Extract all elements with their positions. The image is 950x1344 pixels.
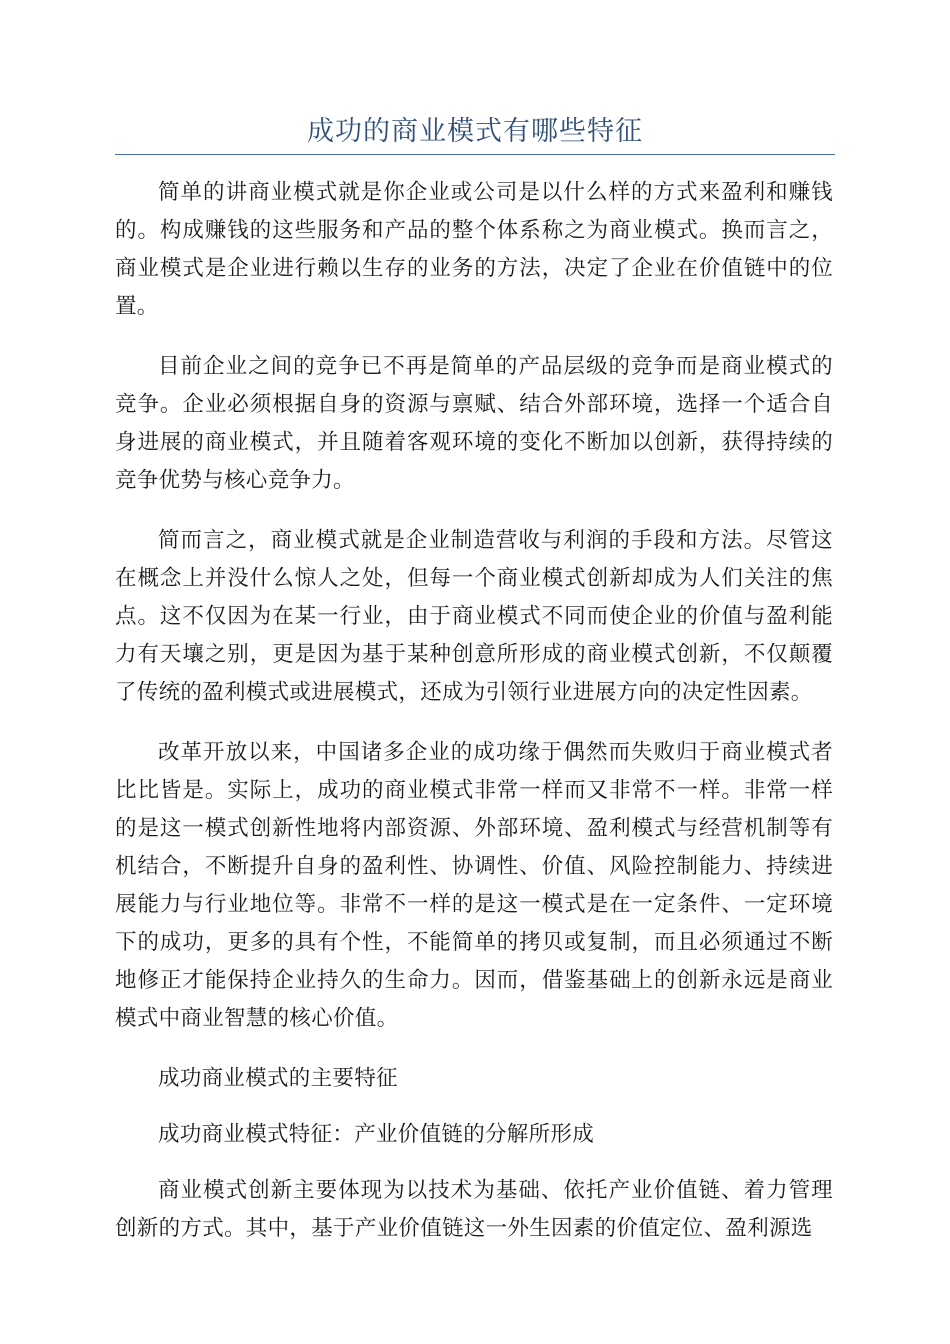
document-title: 成功的商业模式有哪些特征 (307, 116, 643, 147)
paragraph-5: 商业模式创新主要体现为以技术为基础、依托产业价值链、着力管理创新的方式。其中，基于产业价值链这一外生因素的价值定位、盈利源选 (115, 1178, 833, 1241)
paragraph-2: 目前企业之间的竞争已不再是简单的产品层级的竞争而是商业模式的竞争。企业必须根据自身的资源与禀赋、结合外部环境，选择一个适合自身进展的商业模式，并且随着客观环境的变化不断加以创新，获得持续的竞争优势与核心竞争力。 (115, 354, 833, 493)
paragraph-3: 简而言之，商业模式就是企业制造营收与利润的手段和方法。尽管这在概念上并没什么惊人之处，但每一个商业模式创新却成为人们关注的焦点。这不仅因为在某一行业，由于商业模式不同而使企业的价值与盈利能力有天壤之别，更是因为基于某种创意所形成的商业模式创新，不仅颠覆了传统的盈利模式或进展模式，还成为引领行业进展方向的决定性因素。 (115, 528, 833, 705)
paragraph-1: 简单的讲商业模式就是你企业或公司是以什么样的方式来盈利和赚钱的。构成赚钱的这些服务和产品的整个体系称之为商业模式。换而言之，商业模式是企业进行赖以生存的业务的方法，决定了企业在价值链中的位置。 (115, 180, 833, 319)
paragraph-4: 改革开放以来，中国诸多企业的成功缘于偶然而失败归于商业模式者比比皆是。实际上，成功的商业模式非常一样而又非常不一样。非常一样的是这一模式创新性地将内部资源、外部环境、盈利模式与经营机制等有机结合，不断提升自身的盈利性、协调性、价值、风险控制能力、持续进展能力与行业地位等。非常不一样的是这一模式是在一定条件、一定环境下的成功，更多的具有个性，不能简单的拷贝或复制，而且必须通过不断地修正才能保持企业持久的生命力。因而，借鉴基础上的创新永远是商业模式中商业智慧的核心价值。 (115, 740, 833, 1031)
document-body (115, 174, 833, 1270)
section-heading-value-chain: 成功商业模式特征：产业价值链的分解所形成 (158, 1122, 595, 1147)
title-underline (115, 154, 835, 155)
section-heading-main-features: 成功商业模式的主要特征 (158, 1066, 398, 1091)
